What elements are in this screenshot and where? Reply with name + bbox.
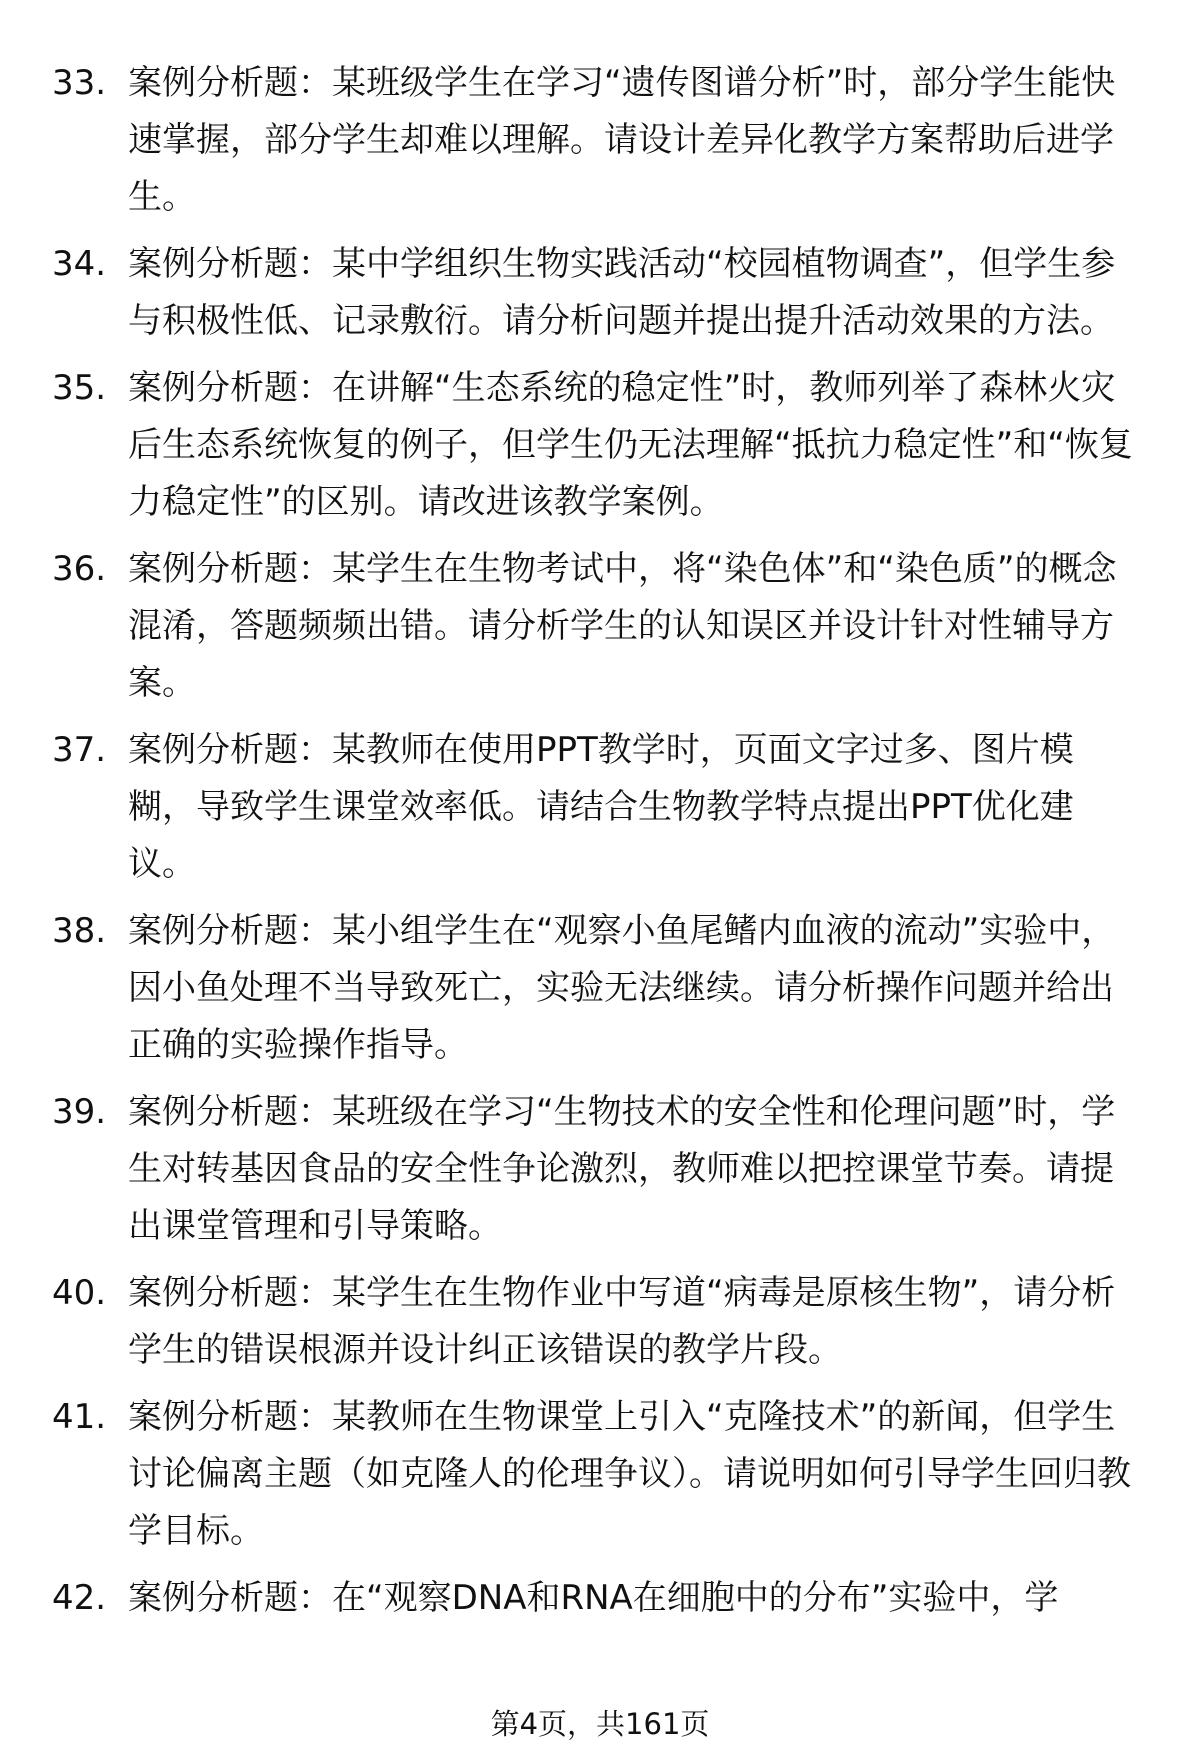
question-item	[0, 1389, 1200, 1560]
question-number: 36.	[52, 549, 107, 589]
question-text: 案例分析题：某班级在学习“生物技术的安全性和伦理问题”时，学生对转基因食品的安全性争论激烈，教师难以把控课堂节奏。请提出课堂管理和引导策略。	[128, 1092, 1116, 1246]
question-item	[0, 236, 1200, 350]
question-number: 37.	[52, 730, 107, 770]
question-text: 案例分析题：某学生在生物考试中，将“染色体”和“染色质”的概念混淆，答题频频出错。请分析学生的认知误区并设计针对性辅导方案。	[128, 549, 1117, 703]
question-item	[0, 1084, 1200, 1255]
question-item	[0, 1265, 1200, 1379]
question-text: 案例分析题：某中学组织生物实践活动“校园植物调查”，但学生参与积极性低、记录敷衍。请分析问题并提出提升活动效果的方法。	[128, 244, 1116, 341]
question-text: 案例分析题：在讲解“生态系统的稳定性”时，教师列举了森林火灾后生态系统恢复的例子，但学生仍无法理解“抵抗力稳定性”和“恢复力稳定性”的区别。请改进该教学案例。	[128, 368, 1133, 522]
question-number: 39.	[52, 1092, 107, 1132]
question-item	[0, 1570, 1200, 1627]
question-item	[0, 360, 1200, 531]
question-number: 33.	[52, 63, 107, 103]
question-number: 40.	[52, 1273, 107, 1313]
question-text: 案例分析题：某班级学生在学习“遗传图谱分析”时，部分学生能快速掌握，部分学生却难以理解。请设计差异化教学方案帮助后进学生。	[128, 63, 1116, 217]
question-item	[0, 55, 1200, 226]
question-number: 42.	[52, 1578, 107, 1618]
question-number: 35.	[52, 368, 107, 408]
question-number: 41.	[52, 1397, 107, 1437]
question-item	[0, 541, 1200, 712]
question-number: 38.	[52, 911, 107, 951]
question-number: 34.	[52, 244, 107, 284]
question-text: 案例分析题：在“观察DNA和RNA在细胞中的分布”实验中，学	[128, 1578, 1059, 1618]
page-footer: 第4页，共161页	[490, 1707, 710, 1741]
question-list	[0, 55, 1200, 1637]
question-item	[0, 903, 1200, 1074]
question-text: 案例分析题：某教师在生物课堂上引入“克隆技术”的新闻，但学生讨论偏离主题（如克隆人的伦理争议）。请说明如何引导学生回归教学目标。	[128, 1397, 1131, 1551]
question-text: 案例分析题：某学生在生物作业中写道“病毒是原核生物”，请分析学生的错误根源并设计纠正该错误的教学片段。	[128, 1273, 1116, 1370]
question-text: 案例分析题：某教师在使用PPT教学时，页面文字过多、图片模糊，导致学生课堂效率低。请结合生物教学特点提出PPT优化建议。	[128, 730, 1074, 884]
question-item	[0, 722, 1200, 893]
question-text: 案例分析题：某小组学生在“观察小鱼尾鳍内血液的流动”实验中，因小鱼处理不当导致死亡，实验无法继续。请分析操作问题并给出正确的实验操作指导。	[128, 911, 1116, 1065]
